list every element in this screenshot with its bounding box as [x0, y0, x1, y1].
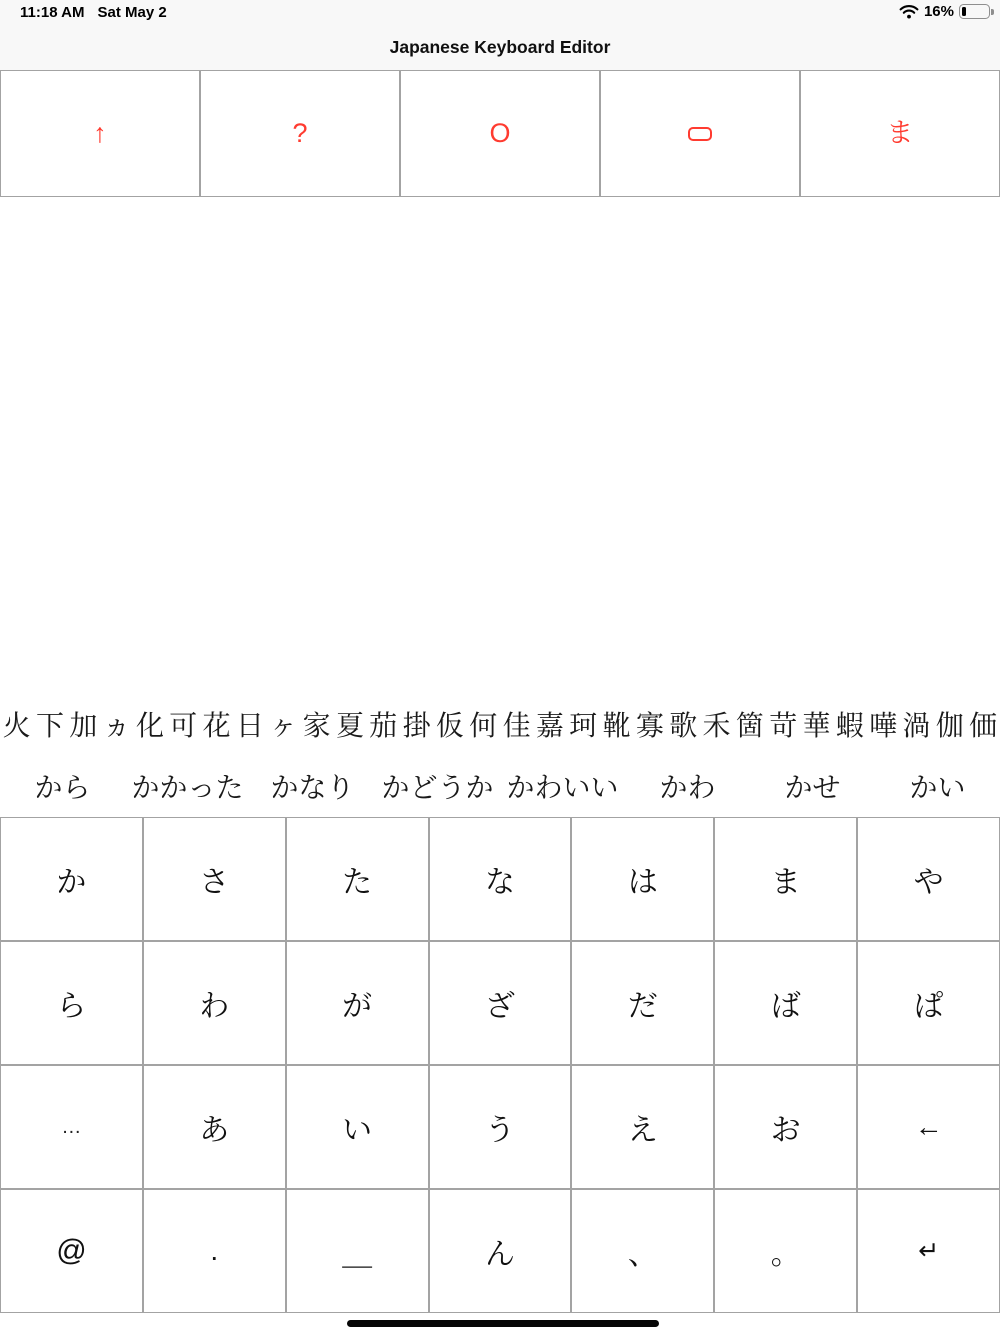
key-が[interactable]: が: [286, 941, 429, 1065]
flick-cell-kana-ma[interactable]: [800, 70, 1000, 197]
kanji-candidate[interactable]: 箇: [735, 710, 764, 741]
kanji-candidate[interactable]: 苛: [769, 710, 798, 741]
word-candidate[interactable]: かなり: [270, 772, 355, 803]
key-…[interactable]: …: [0, 1065, 143, 1189]
key-だ[interactable]: だ: [571, 941, 714, 1065]
word-candidate-row: [0, 763, 1000, 809]
key-や[interactable]: や: [857, 817, 1000, 941]
key-、[interactable]: 、: [571, 1189, 714, 1313]
kanji-candidate[interactable]: 寡: [635, 710, 664, 741]
status-bar-left: [20, 4, 167, 21]
key-ざ[interactable]: ざ: [429, 941, 572, 1065]
kana-ma-glyph: ま: [886, 118, 914, 148]
kanji-candidate[interactable]: 仮: [435, 710, 464, 741]
battery-icon: [959, 4, 990, 19]
kanji-candidate[interactable]: 何: [469, 710, 498, 741]
key-な[interactable]: な: [429, 817, 572, 941]
kanji-candidate[interactable]: 夏: [335, 710, 364, 741]
key-え[interactable]: え: [571, 1065, 714, 1189]
kanji-candidate[interactable]: ヶ: [269, 710, 298, 741]
kanji-candidate[interactable]: ヵ: [102, 710, 131, 741]
word-candidate[interactable]: かどうか: [381, 772, 494, 803]
word-candidate[interactable]: かわ: [659, 772, 716, 803]
kanji-candidate[interactable]: 佳: [502, 710, 531, 741]
kanji-candidate-row: [0, 701, 1000, 747]
kanji-candidate[interactable]: 下: [35, 710, 64, 741]
rounded-rect-icon: [688, 127, 712, 141]
question-mark-glyph: ?: [292, 118, 308, 148]
kanji-candidate[interactable]: 蝦: [835, 710, 864, 741]
key-@[interactable]: @: [0, 1189, 143, 1313]
status-bar-right: [899, 3, 990, 20]
kanji-candidate[interactable]: 日: [235, 710, 264, 741]
key-ば[interactable]: ば: [714, 941, 857, 1065]
kanji-candidate[interactable]: 加: [69, 710, 98, 741]
key-は[interactable]: は: [571, 817, 714, 941]
kanji-candidate[interactable]: 嘩: [869, 710, 898, 741]
kanji-candidate[interactable]: 靴: [602, 710, 631, 741]
key-＿[interactable]: ＿: [286, 1189, 429, 1313]
key-あ[interactable]: あ: [143, 1065, 286, 1189]
kanji-candidate[interactable]: 華: [802, 710, 831, 741]
battery-cap: [991, 9, 994, 15]
header: [0, 0, 1000, 70]
word-candidate[interactable]: かかった: [131, 772, 244, 803]
word-candidate[interactable]: から: [34, 772, 91, 803]
key-。[interactable]: 。: [714, 1189, 857, 1313]
word-candidate[interactable]: かせ: [784, 772, 841, 803]
battery-percent: 16%: [923, 3, 954, 20]
home-indicator[interactable]: [347, 1320, 659, 1327]
kanji-candidate[interactable]: 歌: [669, 710, 698, 741]
key-ま[interactable]: ま: [714, 817, 857, 941]
flick-preview-row: [0, 70, 1000, 197]
kanji-candidate[interactable]: 火: [2, 710, 31, 741]
flick-cell-letter-o[interactable]: [400, 70, 600, 197]
key-ら[interactable]: ら: [0, 941, 143, 1065]
key-.[interactable]: .: [143, 1189, 286, 1313]
flick-cell-up-arrow[interactable]: [0, 70, 200, 197]
up-arrow-glyph: ↑: [93, 118, 107, 148]
key-ぱ[interactable]: ぱ: [857, 941, 1000, 1065]
letter-o-glyph: O: [489, 118, 511, 148]
kanji-candidate[interactable]: 伽: [935, 710, 964, 741]
key-い[interactable]: い: [286, 1065, 429, 1189]
kanji-candidate[interactable]: 嘉: [535, 710, 564, 741]
flick-cell-question-mark[interactable]: [200, 70, 400, 197]
kanji-candidate[interactable]: 価: [969, 710, 998, 741]
kanji-candidate[interactable]: 珂: [569, 710, 598, 741]
key-↵[interactable]: ↵: [857, 1189, 1000, 1313]
status-date: Sat May 2: [97, 4, 167, 21]
wifi-icon: [899, 4, 919, 19]
key-ん[interactable]: ん: [429, 1189, 572, 1313]
kanji-candidate[interactable]: 渦: [902, 710, 931, 741]
status-time: 11:18 AM: [20, 4, 85, 21]
key-た[interactable]: た: [286, 817, 429, 941]
battery-fill: [962, 7, 966, 16]
key-お[interactable]: お: [714, 1065, 857, 1189]
kanji-candidate[interactable]: 可: [169, 710, 198, 741]
key-か[interactable]: か: [0, 817, 143, 941]
kanji-candidate[interactable]: 化: [135, 710, 164, 741]
key-←[interactable]: ←: [857, 1065, 1000, 1189]
kanji-candidate[interactable]: 茄: [369, 710, 398, 741]
word-candidate[interactable]: かわいい: [506, 772, 619, 803]
page-title: Japanese Keyboard Editor: [389, 37, 611, 57]
kanji-candidate[interactable]: 禾: [702, 710, 731, 741]
key-さ[interactable]: さ: [143, 817, 286, 941]
kana-keyboard-grid: [0, 817, 1000, 1313]
flick-cell-rounded-rect[interactable]: [600, 70, 800, 197]
word-candidate[interactable]: かい: [909, 772, 966, 803]
key-わ[interactable]: わ: [143, 941, 286, 1065]
kanji-candidate[interactable]: 家: [302, 710, 331, 741]
kanji-candidate[interactable]: 花: [202, 710, 231, 741]
key-う[interactable]: う: [429, 1065, 572, 1189]
kanji-candidate[interactable]: 掛: [402, 710, 431, 741]
